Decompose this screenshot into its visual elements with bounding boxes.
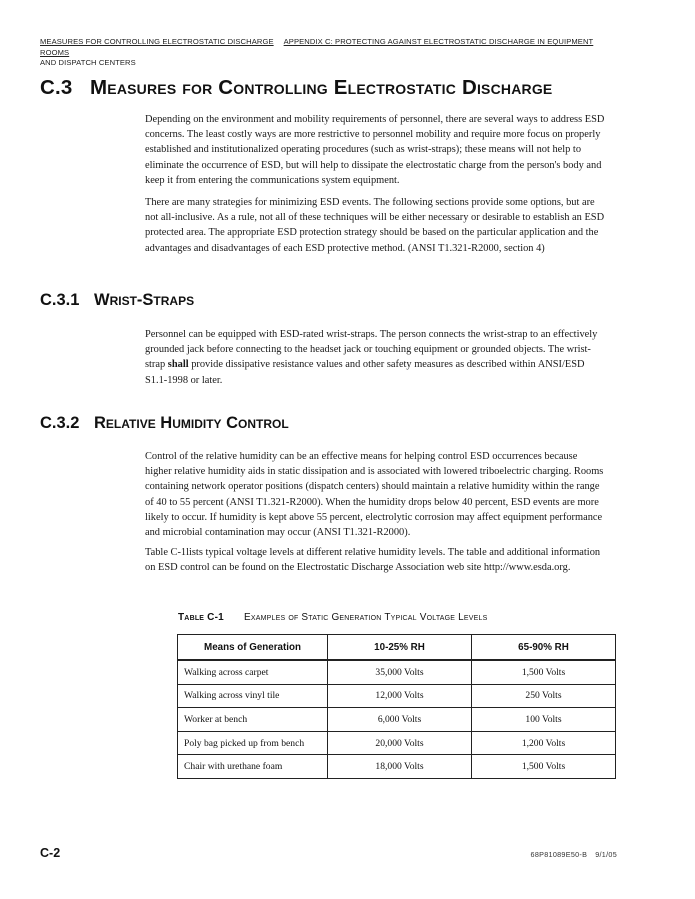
cell-high-rh: 1,500 Volts [472, 660, 616, 684]
table-row [178, 684, 616, 708]
cell-low-rh: 6,000 Volts [328, 708, 472, 732]
section-paragraph-2: There are many strategies for minimizing ESD events. The following sections provide some options, but are not all-inclusive. As a rule, not all of these techniques will be either necessary or desirable to establish an ESD protected area. The appropriate ESD protection strategy should be based on the particular application and the advantages and disadvantages of each ESD protective method. (ANSI T1.321-R2000, section 4) [145, 197, 605, 254]
cell-means: Worker at bench [178, 708, 328, 732]
header-appendix-title: APPENDIX C: PROTECTING AGAINST ELECTROSTATIC DISCHARGE IN EQUIPMENT ROOMS [40, 37, 594, 57]
cell-low-rh: 35,000 Volts [328, 660, 472, 684]
cell-low-rh: 12,000 Volts [328, 684, 472, 708]
section-title: Measures for Controlling Electrostatic Discharge [90, 76, 553, 99]
header-appendix-title-continued: AND DISPATCH CENTERS [40, 58, 136, 67]
humidity-paragraph-2: Table C-1lists typical voltage levels at different relative humidity levels. The table and additional information on ESD control can be found on the Electrostatic Discharge Association web site http://www.esda.org. [145, 547, 601, 574]
section-number: C.3 [40, 76, 73, 99]
table-header-row [178, 635, 616, 661]
humidity-title: Relative Humidity Control [94, 414, 289, 432]
voltage-table [177, 634, 616, 779]
header-high-rh: 65-90% RH [472, 635, 616, 661]
humidity-paragraph-1: Control of the relative humidity can be an effective means for helping control ESD occurrences because higher relative humidity aids in static dissipation and is associated with lowered triboelectric charging. Rooms containing network operator positions (dispatch centers) should maintain a relative humidity within the range of 40 to 55 percent (ANSI T1.321-R2000). When the humidity drops below 40 percent, ESD events are more likely to occur. If humidity is kept above 55 percent, electrolytic corrosion may affect equipment performance and microbial contamination may occur (ANSI T1.321-R2000). [145, 451, 604, 539]
table-row [178, 731, 616, 755]
section-heading [40, 76, 660, 100]
wrist-straps-paragraph [145, 327, 605, 388]
doc-number: 68P81089E50-B [530, 850, 588, 859]
shall-emphasis: shall [167, 359, 189, 371]
humidity-number: C.3.2 [40, 414, 80, 432]
header-chapter-title: MEASURES FOR CONTROLLING ELECTROSTATIC DISCHARGE [40, 37, 274, 46]
cell-high-rh: 1,200 Volts [472, 731, 616, 755]
header-means: Means of Generation [178, 635, 328, 661]
cell-means: Walking across carpet [178, 660, 328, 684]
cell-means: Poly bag picked up from bench [178, 731, 328, 755]
page-number: C-2 [40, 846, 61, 860]
table-caption [178, 612, 487, 623]
table-label: Table C-1 [178, 612, 224, 623]
section-paragraph-1: Depending on the environment and mobility requirements of personnel, there are several ways to address ESD concerns. The least costly ways are more restrictive to personnel mobility and require more focus on properly established and institutionalized operating procedures (such as wrist-straps); these means will not help to eliminate the occurrence of ESD, but will help to dissipate the electrostatic charge from the person's body and keep it from entering the communications system equipment. [145, 114, 605, 186]
doc-date: 9/1/05 [595, 850, 617, 859]
cell-low-rh: 18,000 Volts [328, 755, 472, 779]
cell-means: Walking across vinyl tile [178, 684, 328, 708]
wrist-straps-text: Personnel can be equipped with ESD-rated wrist-straps. The person connects the wrist-strap to an effectively grounded jack before connecting to the headset jack or touching equipment or grounded objects. The wrist-strap [145, 329, 598, 371]
wrist-straps-heading [40, 291, 194, 310]
humidity-heading [40, 414, 289, 433]
cell-means: Chair with urethane foam [178, 755, 328, 779]
running-header [40, 37, 620, 69]
cell-low-rh: 20,000 Volts [328, 731, 472, 755]
table-title: Examples of Static Generation Typical Voltage Levels [244, 612, 488, 623]
wrist-straps-number: C.3.1 [40, 291, 80, 309]
table-row [178, 660, 616, 684]
wrist-straps-text-continued: provide dissipative resistance values and other safety measures as described within ANSI/ESD S1.1-1998 or later. [145, 359, 585, 386]
footer-doc-info [531, 850, 617, 859]
cell-high-rh: 100 Volts [472, 708, 616, 732]
table-row [178, 708, 616, 732]
cell-high-rh: 1,500 Volts [472, 755, 616, 779]
header-low-rh: 10-25% RH [328, 635, 472, 661]
wrist-straps-title: Wrist-Straps [94, 291, 195, 309]
cell-high-rh: 250 Volts [472, 684, 616, 708]
table-row [178, 755, 616, 779]
